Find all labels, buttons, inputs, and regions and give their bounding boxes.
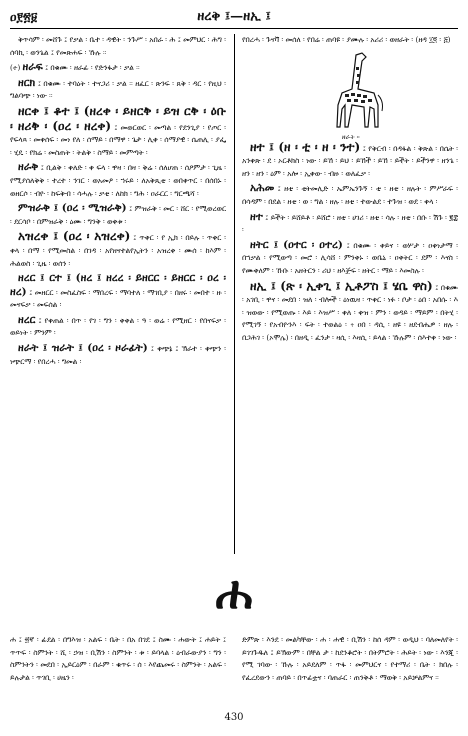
entry-zetr <box>242 239 458 278</box>
definition: ፤ መዘርር ፡ መስፈስፍ ፡ ማበረፍ ፡ ማባተለ ፡ ማገቢያ ፡ በዘሩ ፡ መበተ ፡ ዙ ፡ መናፍቃ ፡ መፍሰል ፡ <box>10 287 226 310</box>
entry-zerk <box>10 77 226 103</box>
entry-zerer-2 <box>10 314 226 340</box>
headword: ዘተ ፤ (ዘ ፡ ቲ ፡ ዘ ፡ ንተ) <box>250 139 361 154</box>
header-page-numeral: ዐ፻፳፱ <box>10 10 38 24</box>
definition: ፤ ጥቀር ፡ የ ኢክ ፡ በይሉ ፡ ጥቀር ፡ ቀላ ፡ በማ ፡ የሚመስል ፡ በገዳ ፡ አየዘናተልየኢትን ፡ አዝረቀ ፡ ሙሰ ፡ ከእም ፡ ሕልወስ ፡ ጊዜ ፡ ወሰን ፡ <box>10 233 226 268</box>
entry-zeraq <box>10 161 226 200</box>
entry-ahme <box>242 182 458 208</box>
section-letter: ሐ <box>215 565 253 619</box>
section-left-text: ሐ ፤ ፳ኛ ፡ ፊደል ፡ በግእዝ ፡ አልፍ ፡ ቤት ፡ በአ በገደ ፤ ስሙ ፡ ሐውት ፤ ሐይት ፤ ጥጥፍ ፡ ስምንት ፡ ሺ ፡ ኃዝ ፡ ቢሽን ፡ ስምንት ፡ ቱ ፡ ይባላል ፡ ዕብራውያን ፡ ግን ፡ ስምንትን ፡ መደበ ፡ ኢይርዕም ፡ በራም ፡ ቁጥሩ ፡ ሰ ፡ እየጨመሩ ፡ ስምንት ፡ አልፍ ፡ ይሉታል ፡ ጥገቢ ፡ ሀዜን ፡ <box>10 635 226 682</box>
headword: ዘትር ፤ (ዐተር ፡ ዐተረ) <box>250 238 343 251</box>
headword: ዘርክ <box>18 76 36 89</box>
definition: ፤ በቁሙ ፡ ተባዕት ፡ ተናጋሪ ፡ ቃል ። ዘፈር ፡ ጽንፍ ፡ ጸቅ ፡ ዳር ፡ የዚህ ፡ ግልባጭ ፡ ነው ። <box>10 78 226 101</box>
left-column <box>10 34 226 554</box>
giraffe-icon <box>312 49 392 131</box>
entry-zei <box>242 280 458 345</box>
definition: ፤ በቁሙ ፡ ቀይና ፡ ወሦታ ፡ ዐቀነታማ ፡ በኀቃል ፡ የሚወጣ ፡ መሮ ፡ ሊሳሸ ፡ ምንቀኑ ፡ ወቤኒ ፡ ዐቀትር ፡ ደም ፡ እናስ ፡ የሙቀለም ፡ ኹቡ ፡ አዘትርን ፡ ሪህ ፡ ዘእጅፍ ፡ ዘትር ፡ ማይ ፡ እመስሉ ፡ <box>242 240 458 275</box>
entry-zeraf <box>10 61 226 75</box>
entry-azreqe <box>10 230 226 270</box>
right-column <box>242 34 458 554</box>
running-header <box>10 8 458 29</box>
definition: ፤ ይችት ፡ ይሸይቶ ፡ ይሸሮ ፡ ዘቲ ፡ ሀገሪ ፡ ዘቲ ፡ ሳሉ ፡ ዘቲ ፡ በቡ ፡ ሽጉ ፡ ፪፰ ፡ <box>242 212 458 235</box>
section-right-text: ድምጽ ፡ እንደ ፡ መልካቸው ፡ ሐ ፡ ሐዊ ፡ ቢሽን ፡ ከሰ ዳም ፡ ወዲህ ፡ ባለመለየት ፡ ይገገጉዱለ ፤ ይኽውም ፡ በቸል ታ ፡ ከደንቆሮት ፡ በትምሮት ፡ ሕይት ፡ ነው ፡ እንጂ ፡ የሚ ገባው ፡ ኹሉ ፡ አይደለም ፡ ጥፋ ፡ መምህርና ፡ የተማሪ ፡ ቤት ፡ ክበሉ ፡ የፈረደውን ፡ ጠባይ ፡ በጥፊቷና ፡ ባጠራር ፡ ጠንቅቶ ፡ ማወቅ ፡ አይቻልምና ። <box>242 635 458 682</box>
headword: ዘኢ ፤ (ጽ ፡ ኢቀጊ ፤ ኢቶፖስ ፤ ሄቤ ዋስ) <box>250 278 433 293</box>
entry-zete-2 <box>242 211 458 237</box>
page-number: 430 <box>224 712 244 723</box>
definition: ፤ በቁሙ ፡ አገቢ ፡ ዋና ፡ መደበ ፡ ዝለ ፡ ብሎች ፡ ዕነዉዛ ፡ ጥቀር ፡ ነፉ ፡ ቦታ ፡ ዕበ ፡ አበሱ ፡ እ ፡ ዝወው ፡ የሚወጡ ፡ እይ ፡ እዝሥ ፡ ቀለ ፡ ቀዝ ፡ ምን ፡ ወዳይ ፡ ማይም ፡ በትሂ ፡ የሚገኝ ፡ የአብዮንእ ፡ ፍት ፡ ተወልዕ ፡ ፥ ዐበ ፡ ዳሲ ፡ ዘዩ ፡ ዘደብሔዎ ፡ ዘሉ ፡ በጋሕገ ፡ (ኦሞሌ) ፡ በዘዲ ፡ ፈንታ ፡ ዛሲ ፡ እዛሲ ፡ ይላል ፡ ኹሉም ፡ ሰእተቀ ፡ ነው ፡ <box>242 282 458 342</box>
definition: ፤ የቀጠል ፡ በጥ ፡ የገ ፡ ግን ፡ ቀቀል ፡ ዓ ፡ ወሬ ፡ የሚዘር ፡ የበናፍቃ ፡ ወይነት ፡ ምንም ፡ <box>10 315 226 338</box>
entry-zerat <box>10 342 226 368</box>
headword: ዘራቅ <box>18 161 39 174</box>
header-guide-words: ዘረቅ ፤—ዘኢ ፤ <box>197 9 271 24</box>
definition: ፤ ቀጭኔ ፤ ኽራተ ፡ ቀጭን ፡ ነጭርማ ፡ የበረሓ ፡ ግመል ፡ <box>10 344 226 366</box>
definition: ፤ የቅርብ ፡ በዳፋል ፡ ቅጽል ፡ በሴት ፡ አንቀጽ ፡ ደ ፡ ኦርቶክስ ፡ ነው ፡ ይኸ ፡ ይህ ፡ ይኸች ፡ ይኸ ፡ ይችት ፡ ይችንዋ ፡ ዘንጌ ፡ ዘን ፡ ዘን ፡ ዕም ፡ አሎ ፡ ኢቀው ፡ ብዙ ፡ ወለፈቃ ፡ <box>242 143 458 178</box>
entry-continuation: የበረሓ ፡ ጉናቫ ፡ መሰለ ፡ የበሬ ፡ ጠባዩ ፡ ያሙሉ ፡ አሪሪ ፡ ወዘራት ፡ (ዘዳ ፲፬ ፡ ፭) <box>242 35 451 44</box>
headword: አሕመ <box>250 182 275 195</box>
entry-zerer <box>10 272 226 312</box>
headword: አዝረቀ ፤ (ዐረ ፡ አዝረቀ) <box>18 229 131 244</box>
column-divider <box>234 34 235 554</box>
definition: ፤ ቢልቅ ፡ ቀለድ ፡ ቀ ፍላ ፡ ዋዛ ፡ በዛ ፡ ቅሬ ፡ ሰለሆጠ ፡ ሰዖምታ ፡ ጊዜ ፡ የሚያሰለቅቅ ፡ ተረተ ፡ ንገር ፡ ወአመዖ ፡ ኀሩይ ፡ ለአቅጺቲ ፡ ወበቀጥር ፡ በሰበኑ ፡ ወዘርሶ ፡ ብዮ ፡ ከፍቅብ ፡ ሳሓሉ ፡ ቃቲ ፡ ለከክ ፡ ግሕ ፡ ዐራርር ፡ ግርጫሻ ፡ <box>10 163 226 198</box>
entry-marker: (ተ) <box>10 64 21 73</box>
headword: ዘተ <box>250 210 263 223</box>
definition: ፤ ምዝራቅ ፡ መር ፡ ሸር ፡ የሚወረወር ፡ ደርሳቦ ፡ በምዝራቅ ፡ ዕሙ ፡ ግንቅ ፡ ወቀቱ ፡ <box>10 204 226 226</box>
entry-mizraq <box>10 202 226 228</box>
entry-zereqe <box>10 105 226 159</box>
definition: ፤ በቁሙ ፡ ዘራፊ ፡ የድንፋታ ፡ ቃል ። <box>45 63 140 73</box>
headword: ዘራፍ <box>22 61 43 74</box>
giraffe-figure <box>242 49 458 141</box>
headword: ዘረር <box>18 313 36 326</box>
definition: ፤ መወርወር ፡ መጣል ፡ የደንጊያ ፡ የጦር ፡ የፍላጻ ፡ መቀሰፍ ፡ መነ የለ ፡ ሰማይ ፡ በማዋ ፡ ጌታ ፡ ሊቀ ፡ ሰማያዊ ፡ ሴጠሊ ፡ ያፌ ፡ ሂዴ ፡ የክሬ ፡ መስጠት ፡ ትልቅ ፡ ስማይ ፡ መምጣት ፡ <box>10 122 226 157</box>
entry-continuation: ቅጥሳም ፡ መሸጉ ፤ የቃል ፡ ቤተ ፡ ዳዊት ፡ ንጉሥ ፡ አበራ ፡ ሕ ፤ መምህር ፡ ሕግ ፡ ሰባኪ ፡ ወንጌል ፤ የመጽሐፍ ፡ ኹሉ ። <box>10 35 226 57</box>
headword: ዘርቀ ፤ ቆተ ፤ (ዘረቀ ፡ ይዘርቅ ፡ ይዝ ርቅ ፡ ዕቡ ፡ ዘሪቅ ፡ (ዐረ ፡ ዘረቀ) <box>10 103 226 133</box>
definition: ፤ ዘቲ ፡ ቲትመሊድ ፡ ኤምኤንጉኝ ፡ ቲ ፡ ዘቲ ፡ ዘሉት ፡ ምሥራፍ ፡ በሳዳም ፡ በደል ፡ ዘቲ ፡ ወ ፡ ግል ፡ ዘሉ ፡ ዘቲ ፡ ተውልደ ፡ ተጉዝ ፡ ወደ ፡ ቀላ ፡ <box>242 184 458 206</box>
entry-zete <box>242 141 458 181</box>
dictionary-page <box>10 8 458 728</box>
headword: ዘረር ፤ ርተ ፤ (ዘረ ፤ ዘረረ ፡ ይዘርር ፡ ይዘርር ፡ ዐረ ፡ ዘረ) <box>10 272 226 298</box>
figure-caption: ዘራት ። <box>342 132 360 141</box>
headword: ዘራት ፤ ዝራት ፤ (ዐረ ፡ ዞራፊት) <box>18 342 148 355</box>
headword: ምዝራቅ ፤ (ዐረ ፡ ሚዝራቅ) <box>18 202 127 215</box>
